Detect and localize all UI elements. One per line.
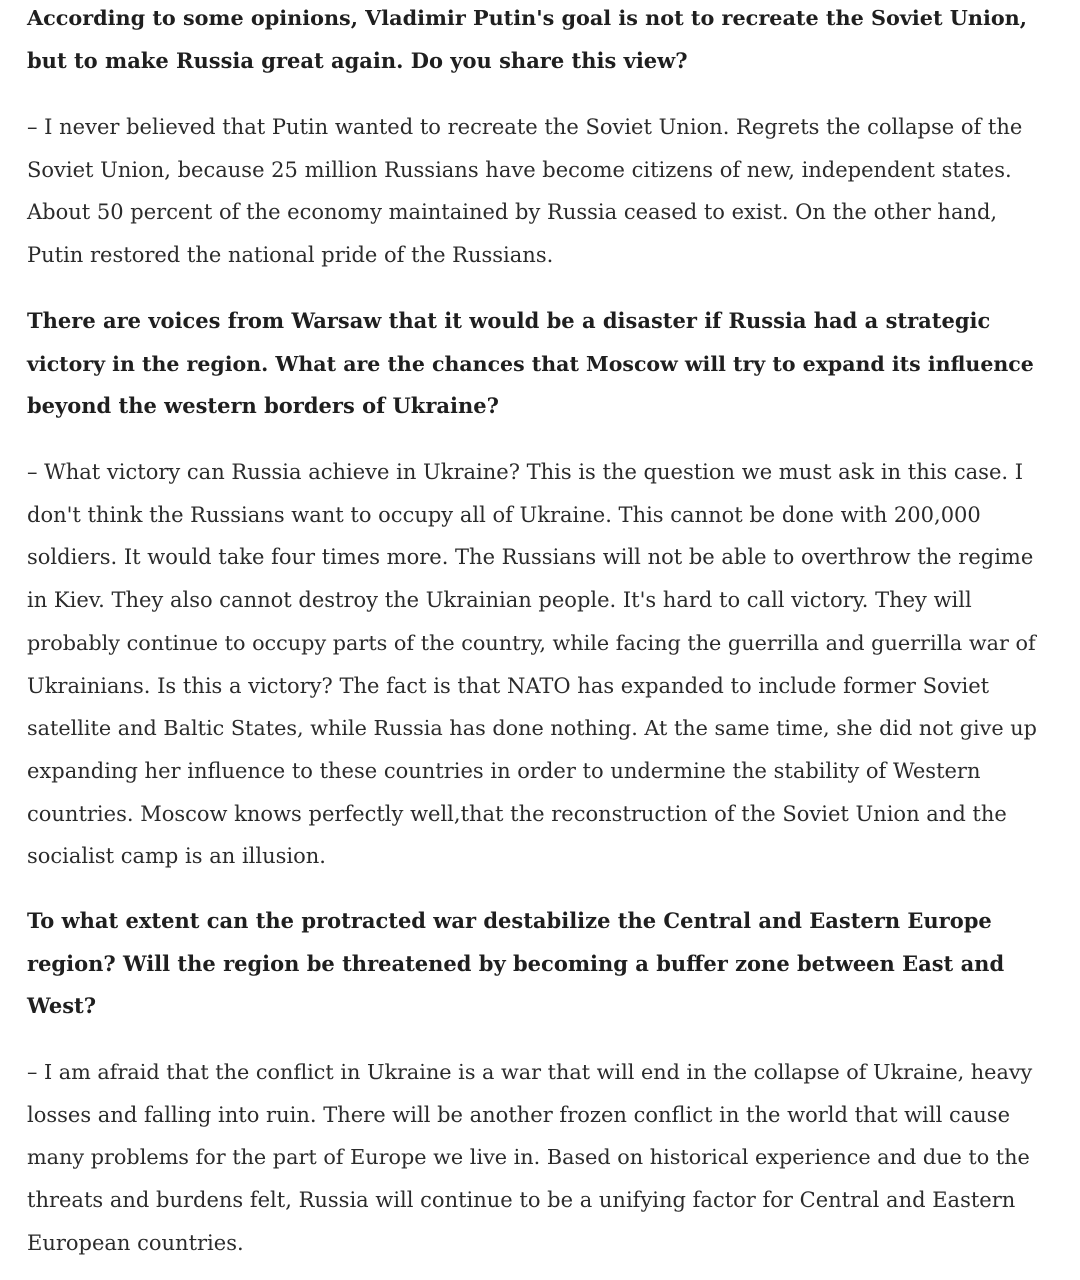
answer-line: – I am afraid that the conflict in Ukraine is a war that will end in the collapse of Ukraine, heavy bbox=[27, 1060, 1033, 1084]
answer-line: soldiers. It would take four times more. The Russians will not be able to overthrow the regime bbox=[27, 545, 1034, 570]
interview-question-1 bbox=[27, 0, 1037, 82]
question-line: but to make Russia great again. Do you share this view? bbox=[27, 47, 688, 73]
interview-answer-3 bbox=[27, 1051, 1037, 1265]
question-line: According to some opinions, Vladimir Putin's goal is not to recreate the Soviet Union, bbox=[27, 6, 1027, 30]
answer-line: Putin restored the national pride of the Russians. bbox=[27, 243, 554, 268]
answer-line: expanding her influence to these countries in order to undermine the stability of Western bbox=[27, 758, 981, 783]
answer-line: Ukrainians. Is this a victory? The fact is that NATO has expanded to include former Soviet bbox=[27, 673, 990, 698]
answer-line: threats and burdens felt, Russia will continue to be a unifying factor for Central and Eastern bbox=[27, 1188, 1016, 1213]
interview-question-3 bbox=[27, 900, 1037, 1028]
answer-line: don't think the Russians want to occupy all of Ukraine. This cannot be done with 200,000 bbox=[27, 502, 981, 527]
answer-line: many problems for the part of Europe we live in. Based on historical experience and due to the bbox=[27, 1145, 1030, 1170]
answer-line: losses and falling into ruin. There will be another frozen conflict in the world that will cause bbox=[27, 1102, 1010, 1127]
answer-line: About 50 percent of the economy maintained by Russia ceased to exist. On the other hand, bbox=[27, 200, 998, 225]
answer-line: Soviet Union, because 25 million Russians have become citizens of new, independent states. bbox=[27, 157, 1012, 182]
answer-line: – I never believed that Putin wanted to recreate the Soviet Union. Regrets the collapse of the bbox=[27, 115, 1023, 139]
answer-line: – What victory can Russia achieve in Ukraine? This is the question we must ask in this case. I bbox=[27, 460, 1024, 484]
question-line: beyond the western borders of Ukraine? bbox=[27, 393, 499, 419]
interview-question-2 bbox=[27, 300, 1037, 428]
answer-line: probably continue to occupy parts of the country, while facing the guerrilla and guerrilla war of bbox=[27, 630, 1036, 655]
question-line: victory in the region. What are the chances that Moscow will try to expand its influence bbox=[27, 351, 1034, 376]
question-line: West? bbox=[27, 993, 97, 1019]
question-line: There are voices from Warsaw that it would be a disaster if Russia had a strategic bbox=[27, 308, 991, 333]
question-line: To what extent can the protracted war destabilize the Central and Eastern Europe bbox=[27, 908, 992, 933]
answer-line: European countries. bbox=[27, 1230, 244, 1255]
answer-line: countries. Moscow knows perfectly well,that the reconstruction of the Soviet Union and the bbox=[27, 801, 1007, 826]
answer-line: in Kiev. They also cannot destroy the Ukrainian people. It's hard to call victory. They will bbox=[27, 588, 972, 613]
interview-answer-1 bbox=[27, 106, 1037, 277]
interview-answer-2 bbox=[27, 451, 1037, 878]
answer-line: socialist camp is an illusion. bbox=[27, 844, 326, 869]
answer-line: satellite and Baltic States, while Russia has done nothing. At the same time, she did not give up bbox=[27, 716, 1037, 741]
question-line: region? Will the region be threatened by becoming a buffer zone between East and bbox=[27, 950, 1005, 976]
